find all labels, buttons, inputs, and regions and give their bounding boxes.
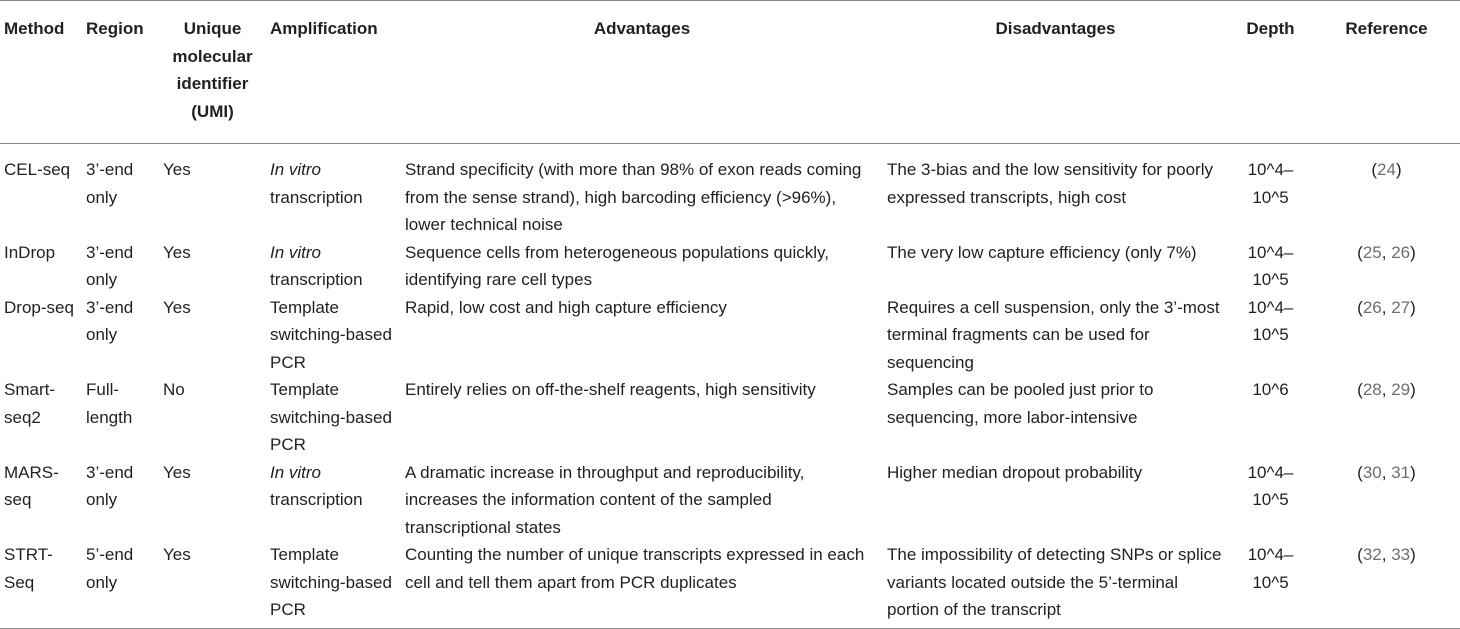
reference-link[interactable]: 25 (1362, 242, 1382, 262)
cell-region: 3’-end only (86, 242, 134, 289)
cell-region: 3’-end only (86, 160, 134, 207)
table-row (0, 294, 1460, 377)
amplification-italic: In vitro (270, 462, 322, 482)
reference-link[interactable]: 33 (1391, 545, 1411, 564)
cell-advantages: Entirely relies on off-the-shelf reagents, high sensitivity (405, 380, 816, 399)
cell-region: Full-length (86, 380, 133, 427)
cell-depth: 10^4–10^5 (1247, 160, 1294, 207)
cell-method: Drop-seq (4, 297, 74, 317)
cell-method: Smart-seq2 (4, 380, 55, 427)
ref-open: ( (1357, 462, 1363, 482)
cell-method: STRT-Seq (4, 545, 53, 592)
cell-disadvantages: Requires a cell suspension, only the 3’-most terminal fragments can be used for sequencing (887, 297, 1220, 372)
cell-amplification (266, 376, 401, 459)
amplification-italic: In vitro (270, 242, 322, 262)
amplification-text: Template switching-based PCR (270, 545, 392, 619)
cell-disadvantages: Higher median dropout probability (887, 462, 1143, 482)
table-body (0, 144, 1460, 629)
reference-link[interactable]: 29 (1391, 380, 1411, 399)
reference-link[interactable]: 32 (1362, 545, 1382, 564)
amplification-text: Template switching-based PCR (270, 297, 392, 372)
amplification-text: Template switching-based PCR (270, 380, 392, 454)
cell-advantages: A dramatic increase in throughput and reproducibility, increases the information content of the sampled transcriptional states (405, 462, 805, 537)
header-method: Method (4, 19, 65, 38)
header-disadvantages: Disadvantages (995, 19, 1116, 38)
ref-open: ( (1357, 545, 1363, 564)
ref-close: ) (1410, 380, 1416, 399)
header-region: Region (86, 19, 144, 38)
cell-reference (1313, 459, 1460, 542)
cell-method: InDrop (4, 242, 56, 262)
cell-depth: 10^4–10^5 (1247, 297, 1294, 344)
cell-umi: Yes (163, 297, 191, 317)
cell-umi: Yes (163, 545, 191, 564)
ref-separator: , (1381, 242, 1392, 262)
cell-advantages: Sequence cells from heterogeneous populations quickly, identifying rare cell types (405, 242, 830, 289)
ref-open: ( (1357, 380, 1363, 399)
cell-reference (1313, 376, 1460, 459)
ref-separator: , (1381, 462, 1392, 482)
cell-method: CEL-seq (4, 160, 71, 179)
cell-reference (1313, 144, 1460, 239)
ref-close: ) (1410, 242, 1416, 262)
header-advantages: Advantages (593, 19, 691, 38)
amplification-text: transcription (270, 490, 363, 509)
reference-link[interactable]: 30 (1362, 462, 1382, 482)
ref-open: ( (1371, 160, 1378, 179)
cell-depth: 10^4–10^5 (1247, 545, 1294, 592)
table-row (0, 459, 1460, 542)
ref-open: ( (1357, 242, 1363, 262)
cell-umi: No (163, 380, 185, 399)
header-depth: Depth (1246, 19, 1295, 38)
cell-umi: Yes (163, 160, 191, 179)
cell-depth: 10^4–10^5 (1247, 242, 1294, 289)
cell-disadvantages: The impossibility of detecting SNPs or splice variants located outside the 5’-terminal portion of the transcript (887, 545, 1222, 619)
cell-amplification (266, 459, 401, 542)
reference-link[interactable]: 26 (1391, 242, 1411, 262)
cell-umi: Yes (163, 242, 191, 262)
reference-link[interactable]: 28 (1362, 380, 1382, 399)
amplification-text: transcription (270, 187, 363, 207)
table-row (0, 144, 1460, 239)
header-umi: Unique molecular identifier (UMI) (172, 19, 253, 121)
cell-amplification (266, 144, 401, 239)
cell-amplification (266, 239, 401, 294)
table-row (0, 376, 1460, 459)
ref-open: ( (1357, 297, 1363, 317)
cell-method: MARS-seq (4, 462, 59, 509)
reference-link[interactable]: 26 (1362, 297, 1382, 317)
cell-amplification (266, 541, 401, 628)
cell-disadvantages: The very low capture efficiency (only 7%) (887, 242, 1197, 262)
cell-disadvantages: The 3-bias and the low sensitivity for poorly expressed transcripts, high cost (887, 160, 1213, 207)
header-row (0, 1, 1460, 144)
cell-reference (1313, 239, 1460, 294)
cell-advantages: Strand specificity (with more than 98% of exon reads coming from the sense strand), high barcoding efficiency (>96%), lower technical noise (405, 160, 862, 234)
cell-disadvantages: Samples can be pooled just prior to sequencing, more labor-intensive (887, 380, 1154, 427)
cell-amplification (266, 294, 401, 377)
cell-depth: 10^4–10^5 (1247, 462, 1294, 509)
ref-separator: , (1381, 297, 1392, 317)
header-amplification: Amplification (270, 19, 378, 38)
ref-close: ) (1395, 160, 1402, 179)
ref-close: ) (1410, 297, 1416, 317)
table-row (0, 239, 1460, 294)
amplification-text: transcription (270, 270, 363, 289)
cell-region: 3’-end only (86, 462, 134, 509)
amplification-italic: In vitro (270, 160, 322, 179)
ref-close: ) (1410, 545, 1416, 564)
ref-separator: , (1381, 380, 1392, 399)
reference-link[interactable]: 31 (1391, 462, 1411, 482)
reference-link[interactable]: 24 (1377, 160, 1396, 179)
cell-advantages: Rapid, low cost and high capture efficiency (405, 297, 727, 317)
cell-depth: 10^6 (1252, 380, 1289, 399)
cell-reference (1313, 294, 1460, 377)
cell-reference (1313, 541, 1460, 628)
cell-advantages: Counting the number of unique transcripts expressed in each cell and tell them apart from PCR duplicates (405, 545, 865, 592)
table-row (0, 541, 1460, 628)
cell-region: 5’-end only (86, 545, 134, 592)
reference-link[interactable]: 27 (1391, 297, 1411, 317)
cell-umi: Yes (163, 462, 191, 482)
header-reference: Reference (1345, 19, 1428, 38)
table-header (0, 1, 1460, 144)
ref-separator: , (1381, 545, 1392, 564)
ref-close: ) (1410, 462, 1416, 482)
cell-region: 3’-end only (86, 297, 134, 344)
